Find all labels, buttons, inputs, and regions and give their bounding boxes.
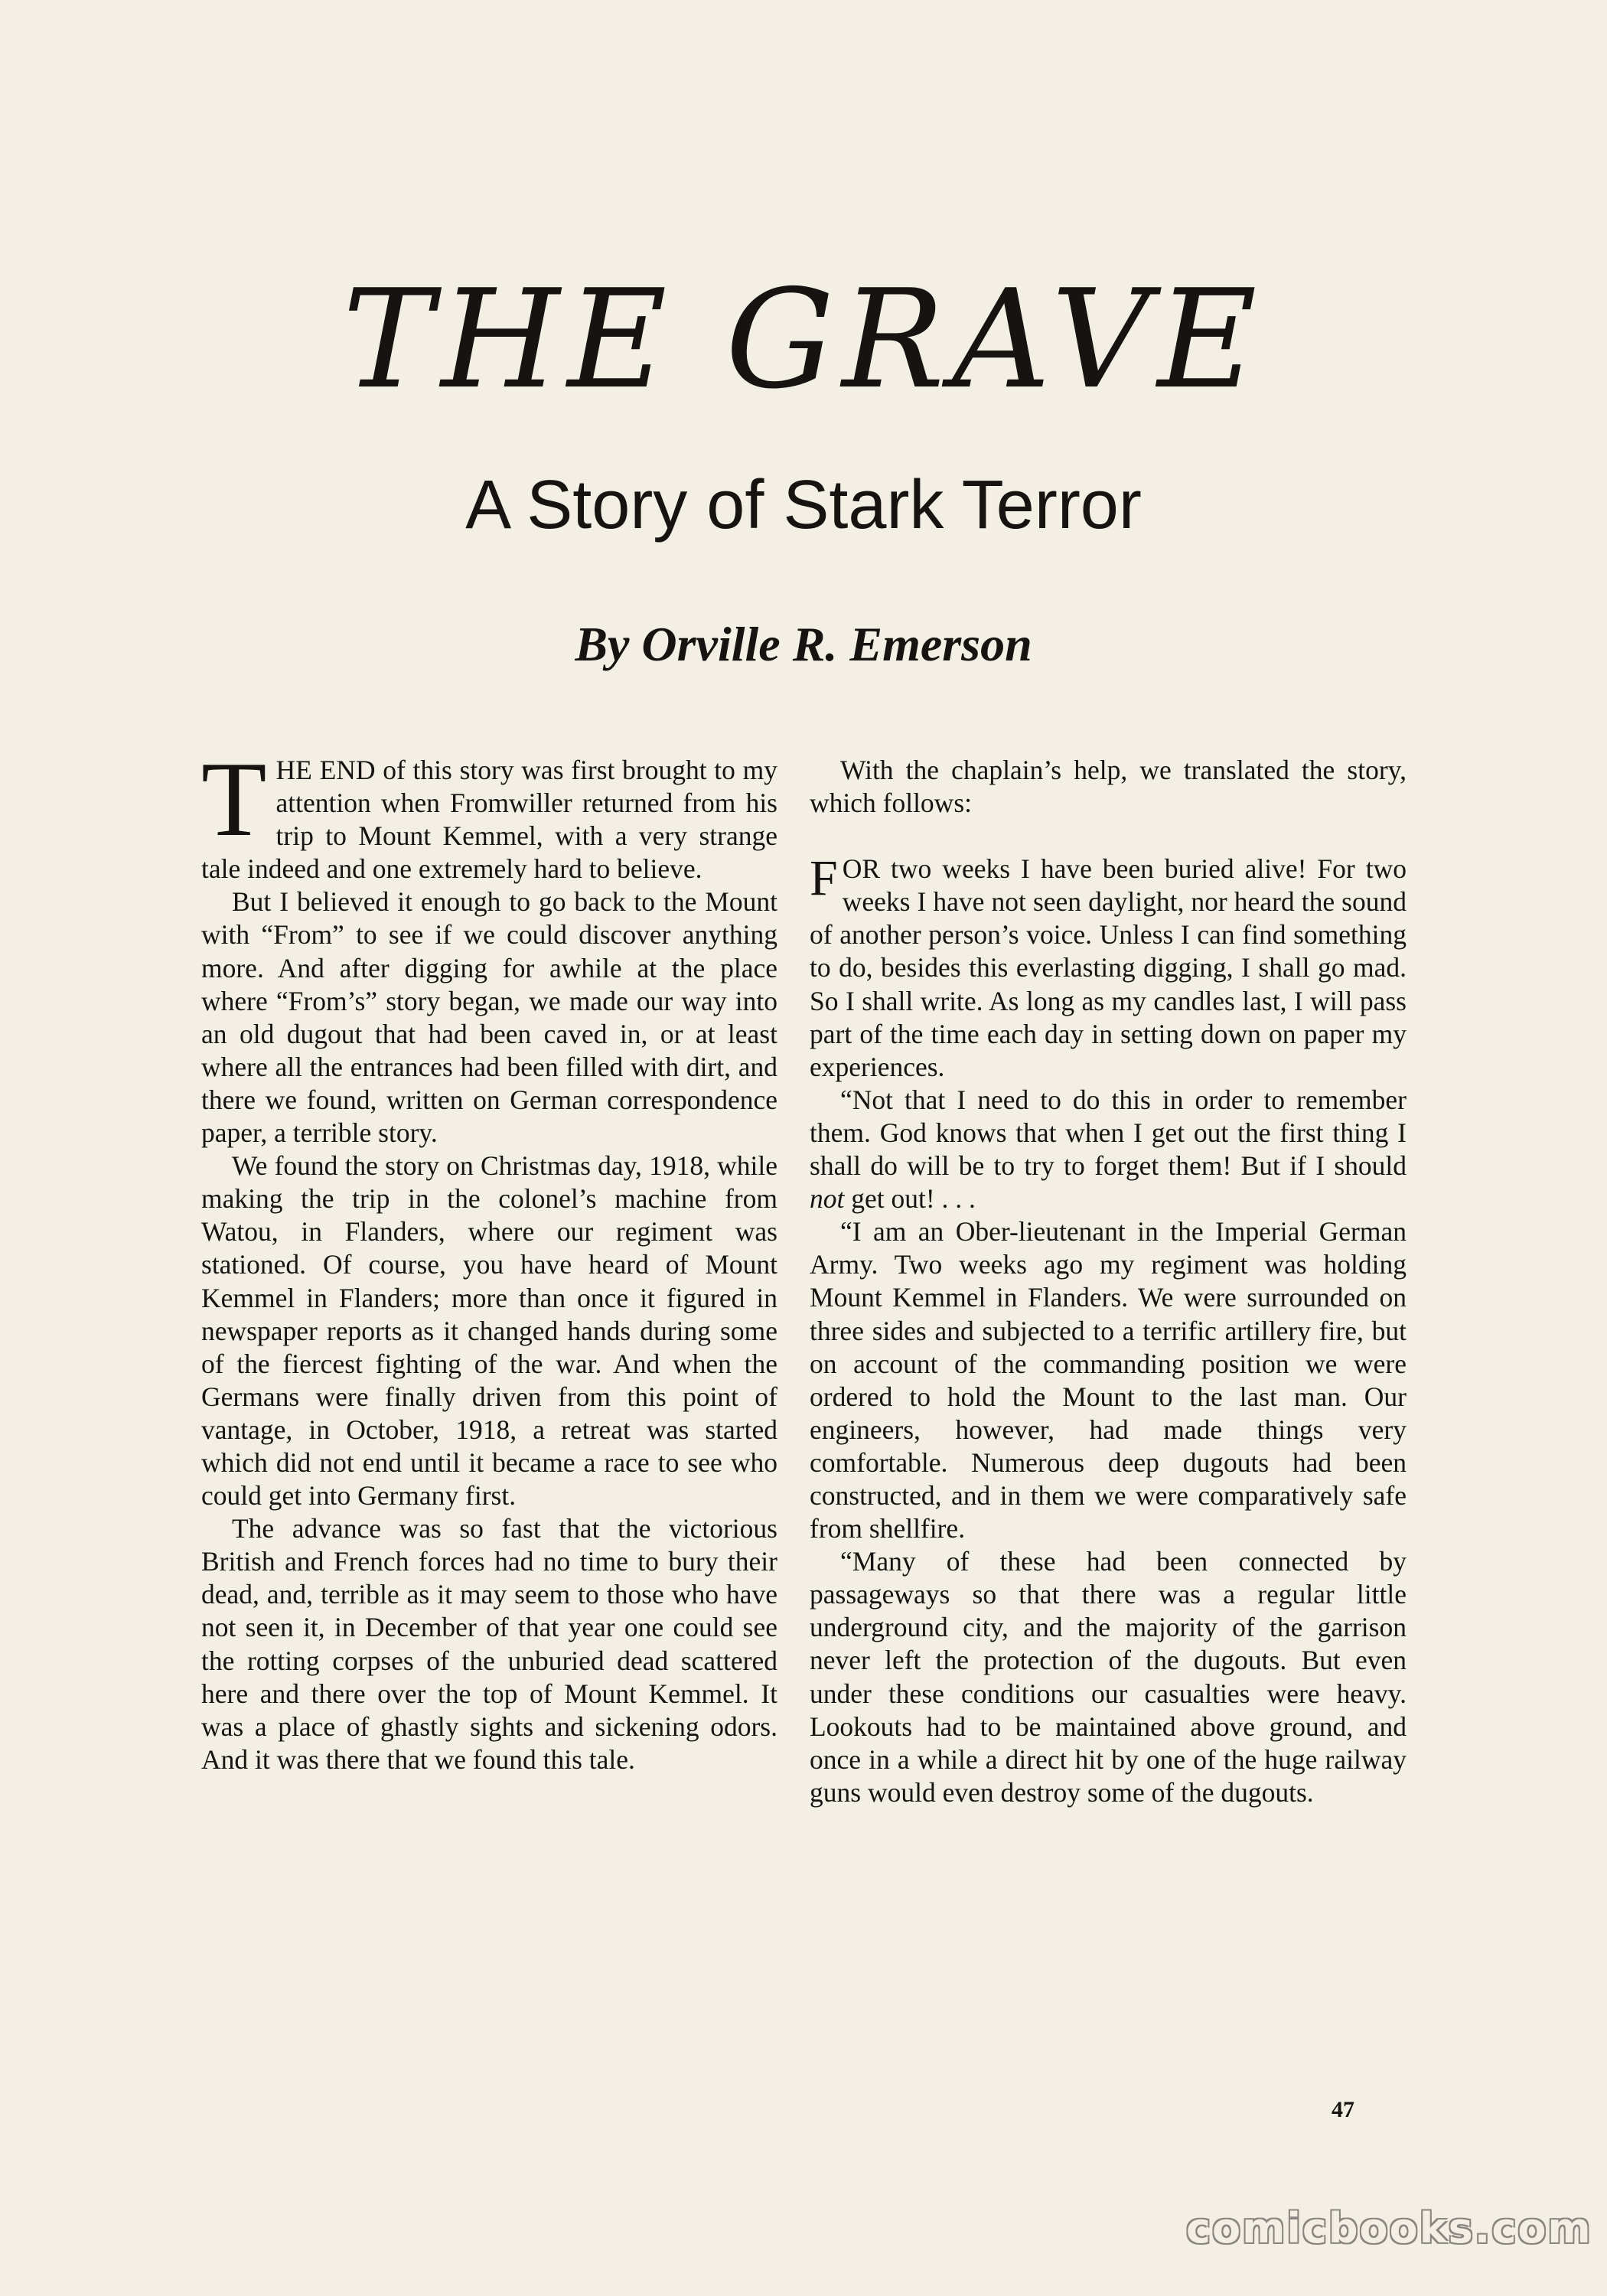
manuscript-opening-text: OR two weeks I have been buried alive! For two weeks I have not seen daylight, nor heard the sound of another person’s voice. Unless I can find something to do, besides this everlasting digging, I shall go mad. So I shall write. As long as my candles last, I will pass part of the time each day in setting down on paper my experiences.: [810, 853, 1407, 1082]
emphasized-word: not: [810, 1183, 845, 1215]
paragraph: [810, 1084, 1407, 1215]
paragraph: The advance was so fast that the victorious British and French forces had no time to bury their dead, and, terrible as it may seem to those who have not seen it, in December of that year one could see the rotting corpses of the unburied dead scattered here and there over the top of Mount Kemmel. It was a place of ghastly sights and sickening odors. And it was there that we found this tale.: [201, 1513, 777, 1775]
author-byline: By Orville R. Emerson: [575, 617, 1032, 671]
opening-paragraph: [201, 740, 777, 885]
paragraph: “Many of these had been connected by passageways so that there was a regular little underground city, and the majority of the garrison never left the protection of the dugouts. But even under these conditions our casualties were heavy. Lookouts had to be maintained above ground, and once in a while a direct hit by one of the huge railway guns would even destroy some of the dugouts.: [810, 1546, 1407, 1808]
drop-cap-letter: T: [201, 740, 267, 859]
story-title: THE GRAVE: [342, 260, 1265, 419]
story-subtitle: A Story of Stark Terror: [465, 467, 1142, 543]
paragraph-text: get out! . . .: [844, 1183, 976, 1215]
opening-paragraph-text: HE END of this story was first brought to my attention when Fromwiller returned from his trip to Mount Kemmel, with a very strange tale indeed and one extremely hard to believe.: [201, 755, 777, 885]
paragraph-text: “Not that I need to do this in order to remember them. God knows that when I get out the first thing I shall do will be to try to forget them! But if I should: [810, 1084, 1407, 1182]
manuscript-opening-paragraph: [810, 850, 1407, 1084]
left-text-column: [201, 740, 777, 1776]
right-text-column: [810, 754, 1407, 1809]
paragraph: “I am an Ober-lieutenant in the Imperial German Army. Two weeks ago my regiment was holding Mount Kemmel in Flanders. We were surrounded on three sides and subjected to a terrific artillery fire, but on account of the commanding position we were ordered to hold the Mount to the last man. Our engineers, however, had made things very comfortable. Numerous deep dugouts had been constructed, and in them we were comparatively safe from shellfire.: [810, 1216, 1407, 1544]
paragraph: But I believed it enough to go back to the Mount with “From” to see if we could discover anything more. And after digging for awhile at the place where “From’s” story began, we made our way into an old dugout that had been caved in, or at least where all the entrances had been filled with dirt, and there we found, written on German correspondence paper, a terrible story.: [201, 886, 777, 1149]
site-watermark: comicbooks.com: [1186, 2204, 1592, 2252]
drop-cap-letter: F: [810, 850, 838, 907]
paragraph: We found the story on Christmas day, 1918, while making the trip in the colonel’s machine from Watou, in Flanders, where our regiment was stationed. Of course, you have heard of Mount Kemmel in Flanders; more than once it figured in newspaper reports as it changed hands during some of the fiercest fighting of the war. And when the Germans were finally driven from this point of vantage, in October, 1918, a retreat was started which did not end until it became a race to see who could get into Germany first.: [201, 1150, 777, 1512]
page-number: 47: [1332, 2097, 1354, 2122]
paragraph: With the chaplain’s help, we translated the story, which follows:: [810, 755, 1407, 819]
